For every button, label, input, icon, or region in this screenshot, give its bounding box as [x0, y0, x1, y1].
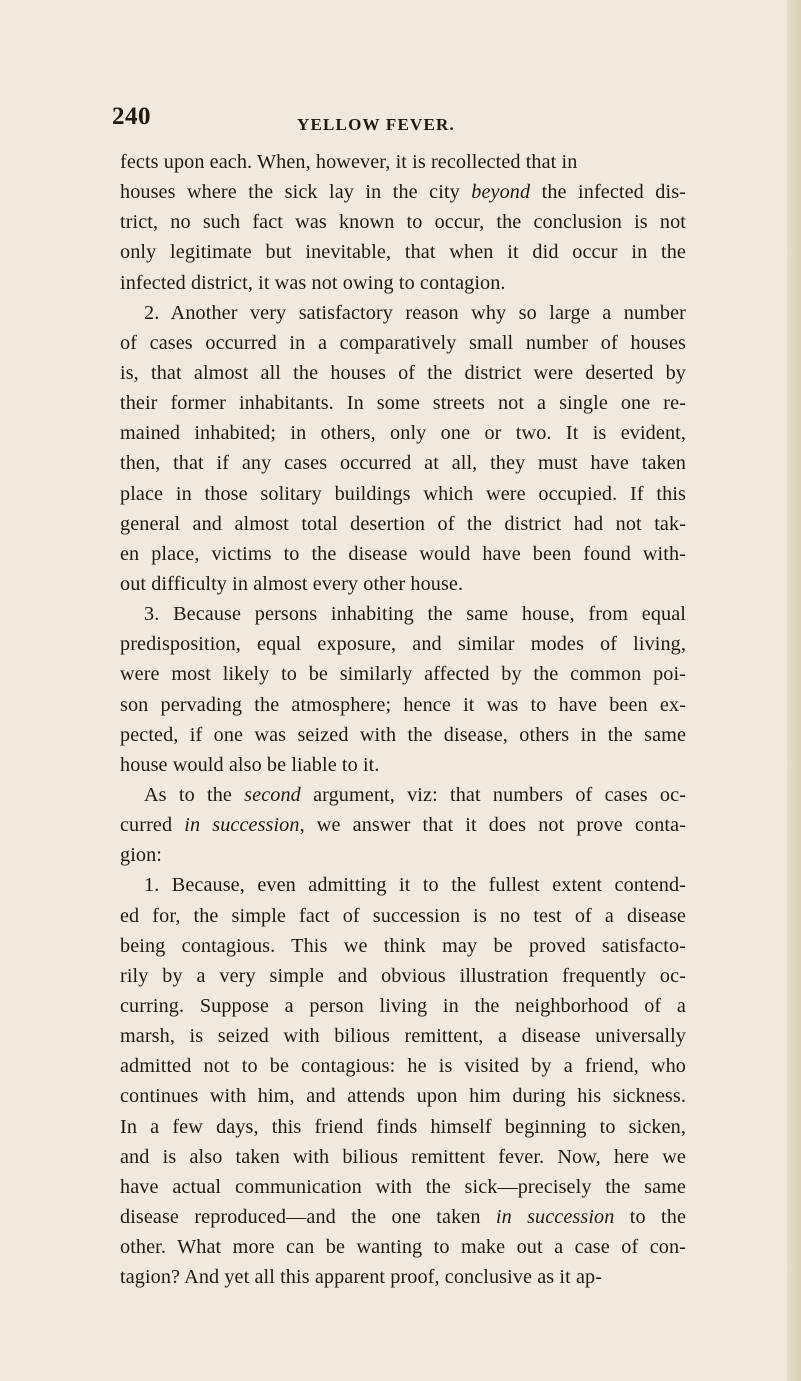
- page-number: 240: [112, 103, 151, 130]
- page-edge: [787, 0, 801, 1381]
- text-run: house would also be liable to it.: [120, 753, 380, 776]
- text-run: admitted not to be contagious: he is visited by a friend, who: [120, 1055, 686, 1078]
- text-line: [120, 539, 686, 569]
- text-run: only legitimate but inevitable, that when it did occur in the: [120, 241, 686, 264]
- text-run: houses where the sick lay in the city: [120, 181, 472, 204]
- text-run: 1. Because, even admitting it to the fullest extent contend-: [144, 874, 686, 897]
- text-run: of cases occurred in a comparatively small number of houses: [120, 331, 686, 354]
- text-line: [120, 840, 686, 870]
- text-run: pected, if one was seized with the disease, others in the same: [120, 723, 686, 746]
- italic-text: beyond: [471, 181, 531, 204]
- text-run: In a few days, this friend finds himself beginning to sicken,: [120, 1115, 686, 1138]
- text-run: disease reproduced—and the one taken: [120, 1205, 496, 1228]
- text-run: trict, no such fact was known to occur, the conclusion is not: [120, 211, 686, 234]
- text-line: [120, 1051, 686, 1081]
- text-line: [120, 810, 686, 840]
- text-run: then, that if any cases occurred at all, they must have taken: [120, 452, 686, 475]
- text-run: continues with him, and attends upon him during his sickness.: [120, 1085, 686, 1108]
- text-run: general and almost total desertion of the district had not tak-: [120, 512, 686, 535]
- text-line: [120, 1021, 686, 1051]
- page-header: [112, 103, 652, 137]
- text-line: [120, 237, 686, 267]
- text-run: fects upon each. When, however, it is recollected that in: [120, 151, 578, 173]
- text-line: [120, 1142, 686, 1172]
- italic-text: in succession: [495, 1205, 615, 1228]
- text-line: [120, 1202, 686, 1232]
- text-line: [120, 870, 686, 900]
- text-line: [120, 1232, 686, 1262]
- text-run: is, that almost all the houses of the district were deserted by: [120, 361, 686, 384]
- text-run: to the: [614, 1205, 686, 1228]
- text-line: [120, 690, 686, 720]
- running-title: YELLOW FEVER.: [297, 115, 455, 134]
- text-run: , we answer that it does not prove conta-: [299, 814, 686, 837]
- text-line: [120, 569, 686, 599]
- text-run: As to the: [144, 783, 245, 806]
- text-run: mained inhabited; in others, only one or two. It is evident,: [120, 422, 686, 445]
- text-line: [120, 931, 686, 961]
- text-run: marsh, is seized with bilious remittent, a disease universally: [120, 1025, 686, 1048]
- text-run: 2. Another very satisfactory reason why so large a number: [144, 301, 686, 324]
- text-line: [120, 780, 686, 810]
- text-line: [120, 1172, 686, 1202]
- text-line: [120, 177, 686, 207]
- text-run: son pervading the atmosphere; hence it was to have been ex-: [120, 693, 686, 716]
- text-run: ed for, the simple fact of succession is no test of a disease: [120, 904, 686, 927]
- text-run: have actual communication with the sick—precisely the same: [120, 1175, 686, 1198]
- text-run: curring. Suppose a person living in the neighborhood of a: [120, 994, 686, 1017]
- text-line: [120, 298, 686, 328]
- text-run: predisposition, equal exposure, and similar modes of living,: [120, 633, 686, 656]
- text-line: [120, 358, 686, 388]
- text-line: [120, 207, 686, 237]
- italic-text: in succession: [184, 814, 300, 837]
- text-run: gion:: [120, 844, 162, 867]
- text-run: the infected dis-: [530, 181, 686, 204]
- text-line: [120, 448, 686, 478]
- text-run: being contagious. This we think may be proved satisfacto-: [120, 934, 686, 957]
- text-line: [120, 1262, 686, 1292]
- text-line: [120, 418, 686, 448]
- text-line: [120, 388, 686, 418]
- italic-text: second: [244, 783, 301, 806]
- text-run: other. What more can be wanting to make out a case of con-: [120, 1236, 686, 1259]
- text-line: [120, 901, 686, 931]
- text-run: infected district, it was not owing to contagion.: [120, 271, 506, 294]
- text-run: curred: [120, 814, 185, 837]
- text-line: [120, 147, 686, 177]
- text-line: [120, 629, 686, 659]
- body-text: [120, 147, 686, 1292]
- text-line: [120, 479, 686, 509]
- text-line: [120, 720, 686, 750]
- text-line: [120, 659, 686, 689]
- text-run: place in those solitary buildings which were occupied. If this: [120, 482, 686, 505]
- text-run: rily by a very simple and obvious illustration frequently oc-: [120, 964, 686, 987]
- text-run: and is also taken with bilious remittent fever. Now, here we: [120, 1145, 686, 1168]
- text-run: their former inhabitants. In some streets not a single one re-: [120, 392, 686, 415]
- text-line: [120, 961, 686, 991]
- text-run: out difficulty in almost every other house.: [120, 572, 464, 595]
- text-run: en place, victims to the disease would have been found with-: [120, 542, 686, 565]
- text-line: [120, 750, 686, 780]
- text-line: [120, 328, 686, 358]
- text-line: [120, 991, 686, 1021]
- text-line: [120, 1081, 686, 1111]
- text-run: tagion? And yet all this apparent proof, conclusive as it ap-: [120, 1266, 603, 1289]
- text-run: argument, viz: that numbers of cases oc-: [300, 783, 686, 806]
- text-run: were most likely to be similarly affected by the common poi-: [120, 663, 686, 686]
- text-line: [120, 599, 686, 629]
- text-line: [120, 1112, 686, 1142]
- text-run: 3. Because persons inhabiting the same house, from equal: [144, 603, 686, 626]
- text-line: [120, 509, 686, 539]
- text-line: [120, 268, 686, 298]
